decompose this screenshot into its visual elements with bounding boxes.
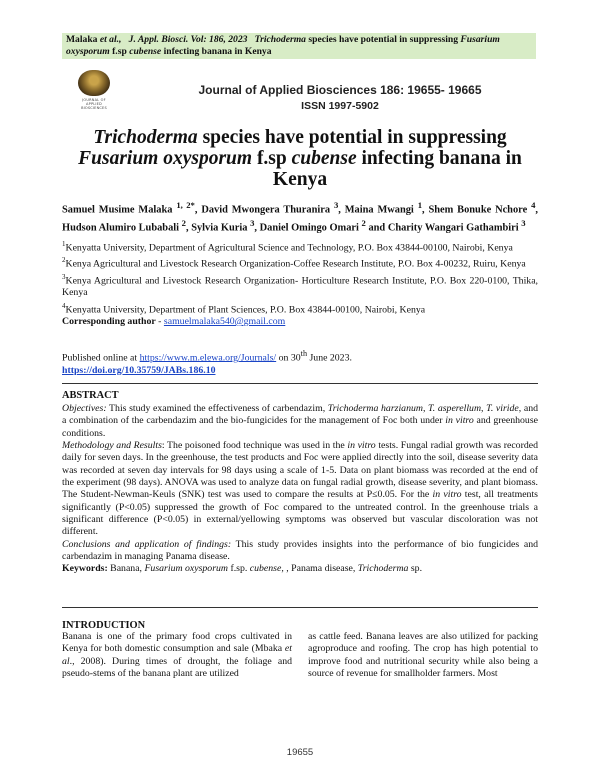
journal-url-link[interactable]: https://www.m.elewa.org/Journals/ [139,352,277,364]
keywords-label: Keywords: [62,563,108,575]
author-4-sup: 4 [531,200,536,210]
abstract-italic: in vitro [445,415,474,427]
title-text-3: infecting banana in Kenya [272,148,522,190]
logo-emblem-icon [78,70,110,96]
introduction-heading: INTRODUCTION [62,620,146,631]
abstract-italic: Trichoderma harzianum [327,403,423,414]
introduction-column-left [62,631,292,681]
keywords-text: sp. [408,563,423,575]
author-and: and [365,222,388,234]
corresponding-author [62,316,538,328]
abstract-divider-top [62,383,538,384]
author-sep: , [535,204,538,216]
affiliation-num: 3 [62,272,66,281]
introduction-column-right: as cattle feed. Banana leaves are also utilized for packing agroproduce and roofing. The crop has high potential to improve food and nutritional security while also being a source of revenue for smallholder farmers. Most [308,631,538,680]
author-sep: , [422,204,429,216]
abstract-italic: in vitro [432,489,462,501]
affiliation-text: Kenyatta University, Department of Plant Sciences, P.O. Box 43844-00100, Nairobi, Kenya [65,303,426,315]
journal-name: Journal of Applied Biosciences 186: 19655- 19665 [198,83,482,97]
author-2-sup: 3 [333,200,339,210]
affiliation-text: Kenya Agricultural and Livestock Research Organization-Coffee Research Institute, P.O. Box 4-00232, Ruiru, Kenya [65,258,526,270]
affiliation-num: 2 [62,256,66,265]
intro-italic: et al [62,643,292,667]
author-3-sup: 1 [417,200,423,210]
keywords-text: f.sp. [228,563,250,575]
author-8: Charity Wangari Gathambiri [387,222,519,234]
abstract-methodology [62,440,538,539]
abstract-italic: in vitro [347,440,376,452]
header-italic-1: Trichoderma [254,34,306,45]
abstract-italic: T. asperellum [428,403,482,414]
running-header [62,33,536,59]
header-italic-2: Fusarium oxysporum [66,34,500,58]
corresponding-dash: - [155,316,164,328]
journal-issn: ISSN 1997-5902 [301,100,379,112]
keywords-italic: Fusarium oxysporum [144,563,228,575]
doi-link[interactable]: https://doi.org/10.35759/JABs.186.10 [62,364,216,376]
abstract-text: , [422,403,429,414]
affiliation-num: 1 [62,240,66,248]
title-italic-3: cubense [291,148,357,169]
title-italic-1: Trichoderma [93,127,198,148]
abstract-body [62,403,538,576]
publication-info [62,348,538,377]
abstract-text: test, all treatments significantly (P<0.05) suppressed the growth of Foc compared to the untreated control. In the greenhouse trials a significant difference (P<0.05) in external/yellowing symptoms was observed but vascular discoloration was not different. [62,489,538,538]
title-text-2: f.sp [252,148,292,169]
affiliations [62,238,538,328]
header-end: infecting banana in Kenya [161,46,272,58]
abstract-divider-bottom [62,607,538,608]
journal-logo [75,70,113,120]
abstract-heading: ABSTRACT [62,390,119,401]
header-journal-ref: J. Appl. Biosci. Vol: 186, 2023 [128,34,248,45]
affiliation-num: 4 [62,301,66,310]
abstract-text: This study examined the effectiveness of carbendazim, [106,403,328,414]
affiliation-2 [62,254,538,270]
affiliation-1 [62,238,538,254]
header-authors: Malaka [66,34,98,45]
published-th: th [300,349,308,358]
page-number: 19655 [286,747,314,758]
affiliation-4 [62,300,538,316]
affiliation-text: Kenya Agricultural and Livestock Research Organization- Horticulture Research Institute, P.O. Box 220-0100, Thika, Kenya [62,275,538,299]
author-8-sup: 3 [521,217,526,228]
title-text-1: species have potential in suppressing [197,127,507,148]
abstract-italic: T. viride [486,403,519,414]
abstract-text: : The poisoned food technique was used in the [161,440,348,452]
header-mid-2: f.sp [109,46,130,58]
author-7-sup: 2 [361,217,366,228]
paper-title [62,127,538,190]
keywords-text: Banana, [107,563,145,575]
author-5-sup: 2 [181,217,186,228]
header-etal: et al., [99,34,122,45]
author-1: Samuel Musime Malaka [62,204,173,216]
abstract-text: and greenhouse conditions. [62,415,538,439]
keywords-italic: cubense [249,563,282,575]
abstract-text: , and a combination of the carbendazim and the bio-fungicides for the management of Foc both under [62,403,539,427]
intro-text: Banana is one of the primary food crops cultivated in Kenya for both domestic consumption and sale (Mbaka [62,631,292,655]
author-5: Hudson Alumiro Lubabali [62,222,180,234]
author-1-sup: 1, 2* [176,200,195,210]
author-list [62,199,538,235]
conclusions-label: Conclusions and application of findings: [62,538,232,550]
objectives-label: Objectives: [62,403,107,414]
published-date: June 2023. [307,352,352,364]
author-3: Maina Mwangi [344,204,414,216]
abstract-keywords [62,563,538,575]
author-sep: , [254,222,260,234]
abstract-conclusions [62,539,538,564]
logo-text: JOURNAL OF APPLIED BIOSCIENCES [81,98,107,111]
keywords-italic: Trichoderma [357,563,409,575]
abstract-text: , [481,403,487,414]
abstract-text: tests. Fungal radial growth was recorded daily for seven days. In the greenhouse, the test products and Foc were applied directly into the soil, disease severity data was recorded at seven day intervals for 98 days using a scale of 1-5. Data on plant biomass was recorded at the end of the experiment (98 days). ANOVA was used to analyze data on fungal radial growth, disease severity, and plant biomass. The Student-Newman-Keuls (SNK) test was used to compare the results at P≤0.05. For the [62,440,538,501]
author-sep: , [338,204,345,216]
abstract-text: This study provides insights into the performance of bio fungicides and carbendazim in managing Panama disease. [62,538,538,563]
published-prefix: Published online at [62,352,140,364]
author-sep: , [185,222,192,234]
methodology-label: Methodology and Results [62,440,162,452]
author-4: Shem Bonuke Nchore [428,204,528,216]
header-italic-3: cubense [129,46,162,58]
corresponding-label: Corresponding author [62,316,156,328]
author-6-sup: 3 [250,217,255,228]
author-7: Daniel Omingo Omari [259,222,359,234]
corresponding-email-link[interactable]: samuelmalaka540@gmail.com [163,316,286,328]
affiliation-text: Kenyatta University, Department of Agricultural Science and Technology, P.O. Box 43844-00100, Nairobi, Kenya [65,242,513,254]
abstract-objectives [62,403,538,440]
author-6: Sylvia Kuria [191,222,248,234]
keywords-text: , , Panama disease, [281,563,358,575]
author-2: David Mwongera Thuranira [201,204,331,216]
published-on: on 30 [276,352,301,364]
header-mid: species have potential in suppressing [305,34,461,45]
intro-text: ., 2008). During times of drought, the foliage and pseudo-stems of the banana plant are utilized [62,655,292,680]
author-sep: , [194,204,202,216]
affiliation-3 [62,271,538,300]
title-italic-2: Fusarium oxysporum [78,148,253,169]
